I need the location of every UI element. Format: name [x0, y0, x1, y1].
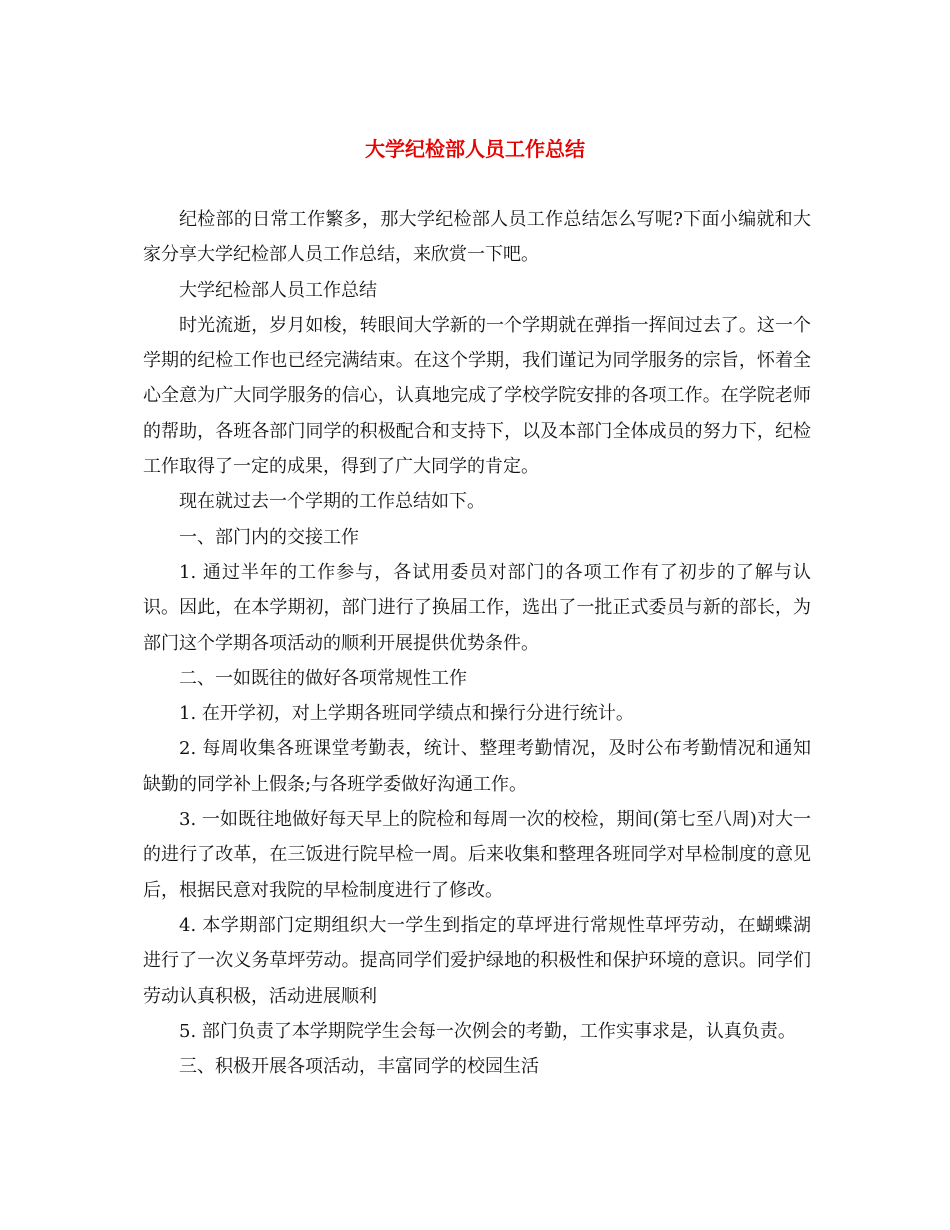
- section-heading-2: 二、一如既往的做好各项常规性工作: [179, 667, 467, 689]
- document-title: 大学纪检部人员工作总结: [365, 137, 585, 161]
- list-item-2-2: 2. 每周收集各班课堂考勤表，统计、整理考勤情况，及时公布考勤情况和通知缺勤的同学补上假条;与各班学委做好沟通工作。: [143, 738, 811, 795]
- paragraph-summary-lead: 现在就过去一个学期的工作总结如下。: [179, 491, 485, 513]
- paragraph-overview: 时光流逝，岁月如梭，转眼间大学新的一个学期就在弹指一挥间过去了。这一个学期的纪检工作也已经完满结束。在这个学期，我们谨记为同学服务的宗旨，怀着全心全意为广大同学服务的信心，认真地完成了学校学院安排的各项工作。在学院老师的帮助，各班各部门同学的积极配合和支持下，以及本部门全体成员的努力下，纪检工作取得了一定的成果，得到了广大同学的肯定。: [143, 314, 811, 478]
- section-heading-3: 三、积极开展各项活动，丰富同学的校园生活: [179, 1056, 539, 1078]
- section-heading-1: 一、部门内的交接工作: [179, 526, 359, 548]
- list-item-2-4: 4. 本学期部门定期组织大一学生到指定的草坪进行常规性草坪劳动，在蝴蝶湖进行了一次义务草坪劳动。提高同学们爱护绿地的积极性和保护环境的意识。同学们劳动认真积极，活动进展顺利: [143, 914, 811, 1007]
- list-item-2-1: 1. 在开学初，对上学期各班同学绩点和操行分进行统计。: [179, 703, 634, 725]
- list-item-2-5: 5. 部门负责了本学期院学生会每一次例会的考勤，工作实事求是，认真负责。: [179, 1020, 796, 1042]
- paragraph-intro: 纪检部的日常工作繁多，那大学纪检部人员工作总结怎么写呢?下面小编就和大家分享大学纪检部人员工作总结，来欣赏一下吧。: [143, 209, 811, 266]
- list-item-1-1: 1. 通过半年的工作参与，各试用委员对部门的各项工作有了初步的了解与认识。因此，在本学期初，部门进行了换届工作，选出了一批正式委员与新的部长，为部门这个学期各项活动的顺利开展提供优势条件。: [143, 561, 811, 654]
- list-item-2-3: 3. 一如既往地做好每天早上的院检和每周一次的校检，期间(第七至八周)对大一的进行了改革，在三饭进行院早检一周。后来收集和整理各班同学对早检制度的意见后，根据民意对我院的早检制度进行了修改。: [143, 809, 811, 901]
- paragraph-subtitle: 大学纪检部人员工作总结: [179, 279, 377, 301]
- document-body: [143, 202, 811, 1084]
